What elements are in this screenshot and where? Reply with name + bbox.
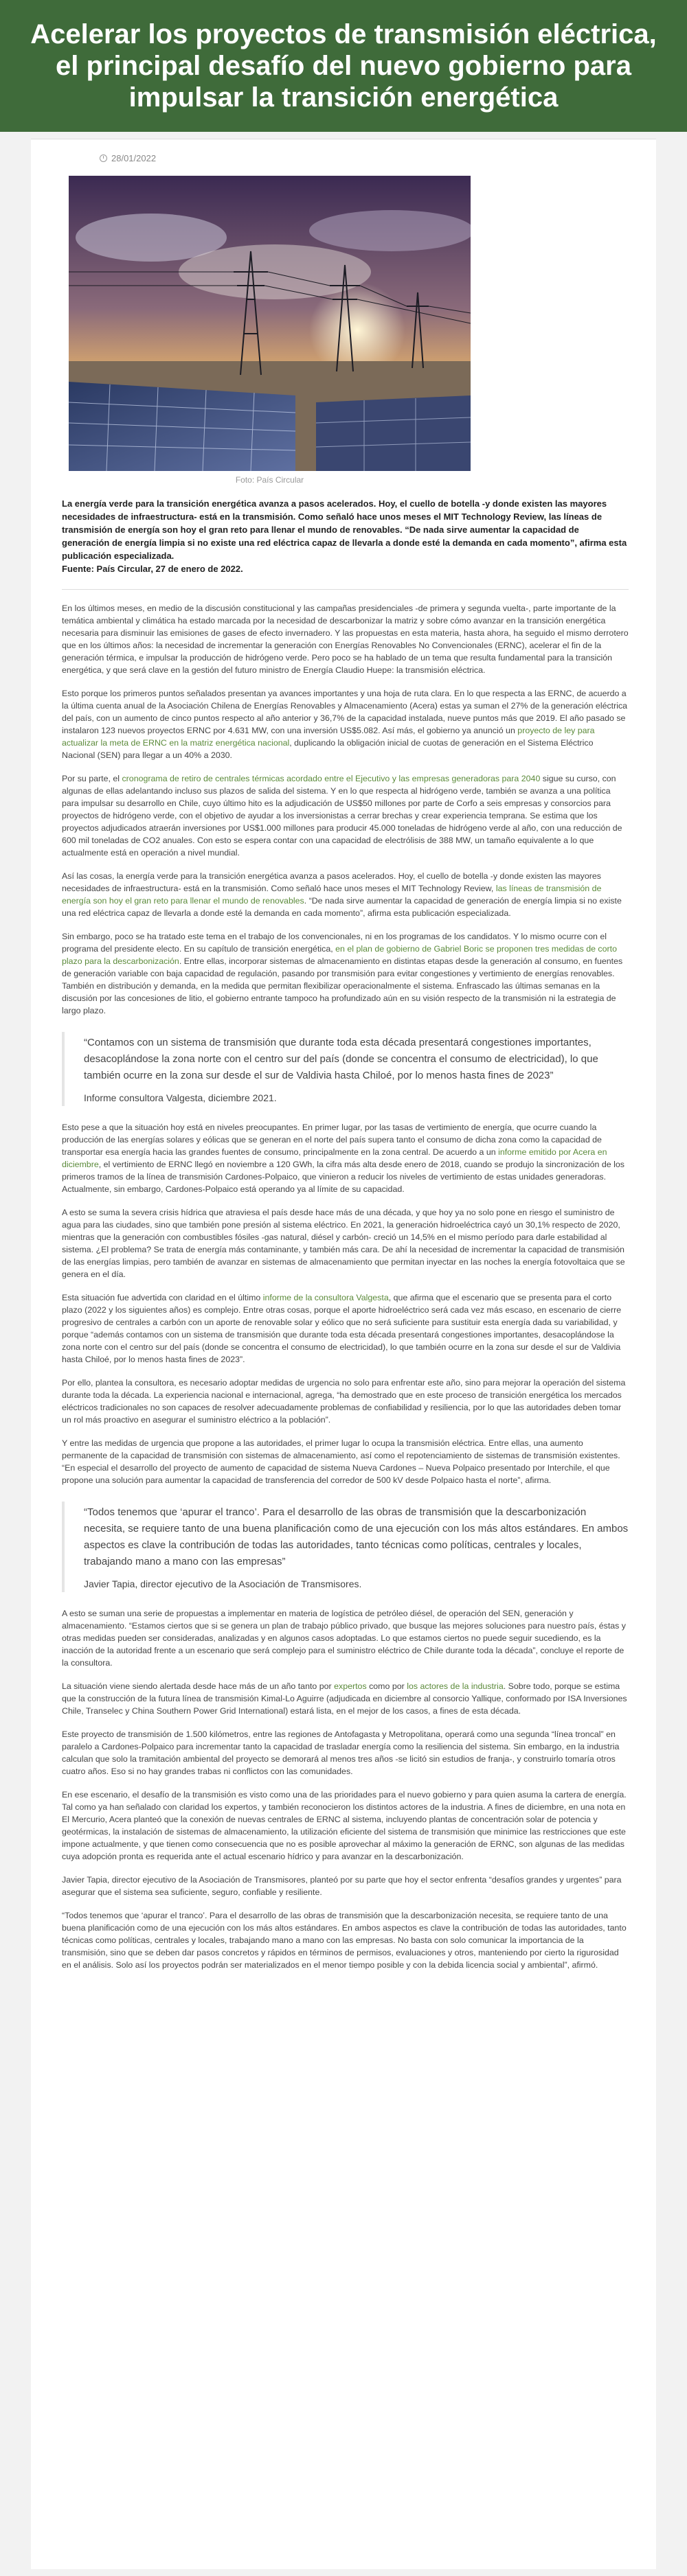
- quote-1-source: Informe consultora Valgesta, diciembre 2021.: [84, 1092, 277, 1103]
- body-paragraph-13: Este proyecto de transmisión de 1.500 kilómetros, entre las regiones de Antofagasta y Metropolitana, operará como una segunda “línea troncal” en paralelo a Cardones-Polpaico para incrementar tanto la capacidad de trasladar energía como la resiliencia del sistema. Sin embargo, en la industria calculan que solo la tramitación ambiental del proyecto se demorará al menos tres años -se licitó sin estudios de franja-, y construirlo tomaría otros cuatro años. Eso si no hay grandes trabas ni conflictos con las comunidades.: [62, 1729, 620, 1776]
- industry-link[interactable]: los actores de la industria: [407, 1681, 504, 1691]
- body-paragraph-7: A esto se suma la severa crisis hídrica que atraviesa el país desde hace más de una década, y que hoy ya no solo pone en riesgo el suministro de agua para las ciudades, sino que también pone presión al sistema eléctrico. En 2021, la generación hidroeléctrica cayó un 30,1% respecto de 2020, mientras que la generación con combustibles fósiles -gas natural, diésel y carbón- creció un 14,5% en el mismo período para darle estabilidad al sistema. ¿El problema? Se trata de energía más contaminante, y también más cara. De ahí la necesidad de incrementar la capacidad de transmisión de las energías limpias, pero también de avanzar en sistemas de almacenamiento que permitan inyectar en las noches la energía fotovoltaica que se genera en el día.: [62, 1208, 625, 1279]
- p8-end: , que afirma que el escenario que se presenta para el corto plazo (2022 y los siguientes años) es complejo. Entre otras cosas, porque el aporte hidroeléctrico será cada vez más escaso, en escenario de cierre progresivo de centrales a carbón con un aporte de renovable solar y eólico que no será suficiente para sustituir esta energía dada su variabilidad, y porque “además contamos con un sistema de transmisión que durante toda esta década presentará congestiones importantes, desacoplándose la zona norte con el centro sur del país (donde se concentra el consumo de electricidad), lo que también ocurre en la zona sur desde el sur de Valdivia hasta Chiloé, por lo menos hasta fines de 2023”.: [62, 1293, 622, 1364]
- body-paragraph-8: [62, 1291, 629, 1366]
- body-paragraph-12: [62, 1680, 629, 1717]
- solar-transmission-photo: [69, 176, 471, 471]
- pull-quote-2: [62, 1502, 629, 1592]
- experts-link[interactable]: expertos: [334, 1681, 367, 1691]
- p4-end: . “De nada sirve aumentar la capacidad de generación de energía limpia si no existe una red eléctrica capaz de llevarla a donde esté la demanda en cada momento”, afirma esta publicación especializada.: [62, 896, 622, 918]
- quote-2-source: Javier Tapia, director ejecutivo de la Asociación de Transmisores.: [84, 1578, 362, 1589]
- p5-start: Sin embargo, poco se ha tratado este tema en el trabajo de los convencionales, ni en los programas de los candidatos. Y lo mismo ocurre con el programa del presidente electo. En su capítulo de transición energética,: [62, 932, 607, 954]
- p12-mid: como por: [369, 1681, 405, 1691]
- page-wrap: [0, 132, 687, 2569]
- body-paragraph-2: [62, 687, 629, 761]
- body-paragraph-14: En ese escenario, el desafío de la transmisión es visto como una de las prioridades para el nuevo gobierno y para quien asuma la cartera de energía. Tal como ya han señalado con claridad los expertos, y también reconocieron los distintos actores de la industria. A fines de diciembre, en una nota en El Mercurio, Acera planteó que la conexión de nuevas centrales de ERNC al sistema, incluyendo plantas de concentración solar de potencia y geotérmicas, la instalación de sistemas de almacenamiento, la utilización eficiente del sistema de transmisión que minimice las restricciones que este impone actualmente, y que tienen como consecuencia que no es posible aprovechar al máximo la generación de ERNC, son algunas de las medidas cuya adopción pronta es requerida ante el actual escenario hídrico y para avanzar en la descarbonización.: [62, 1790, 627, 1861]
- p3-start: Por su parte, el: [62, 774, 120, 783]
- body-paragraph-11: A esto se suman una serie de propuestas a implementar en materia de logística de petróleo diésel, de operación del SEN, generación y almacenamiento. “Estamos ciertos que si se genera un plan de trabajo público privado, que busque las mejores soluciones para nuestro país, éstas y otras medidas pueden ser consideradas, analizadas y en algunos casos adoptadas. Lo que estamos ciertos no puede seguir sucediendo, es la inacción de la autoridad frente a un escenario que será complejo para el suministro eléctrico de Chile durante toda la década”, concluye el reporte de la consultora.: [62, 1609, 627, 1668]
- p2-text: Esto porque los primeros puntos señalados presentan ya avances importantes y una hoja de ruta clara. En lo que respecta a las ERNC, de acuerdo a la última cuenta anual de la Asociación Chilena de Energías Renovables y Almacenamiento (Acera) estas ya suman el 27% de la generación eléctrica del país, con un aumento de cinco puntos respecto al año anterior y 36,7% de la capacidad instalada, nueve puntos más que 2019. El año pasado se instalaron 123 nuevos proyectos ERNC por 4.631 MW, con una inversión US$5.082. Así más, el gobierno ya anunció un: [62, 689, 628, 735]
- article-title: Acelerar los proyectos de transmisión eléctrica, el principal desafío del nuevo gobierno para impulsar la transición energética: [30, 19, 657, 113]
- ernc-law-link[interactable]: proyecto de ley para actualizar la meta de ERNC en la matriz energética nacional: [62, 726, 595, 748]
- quote-2-text: “Todos tenemos que ‘apurar el tranco’. Para el desarrollo de las obras de transmisión que la descarbonización necesita, se requiere tanto de una buena planificación como de una ejecución con los más altos estándares. En ambos aspectos es clave la contribución de todas las autoridades, tanto técnicas como políticas, centrales y locales, trabajando mano a mano con las empresas”: [84, 1506, 629, 1567]
- body-paragraph-15: Javier Tapia, director ejecutivo de la Asociación de Transmisores, planteó por su parte que hoy el sector enfrenta “desafíos grandes y urgentes” para asegurar que el sistema sea suficiente, seguro, confiable y resiliente.: [62, 1875, 622, 1897]
- p5-end: . Entre ellas, incorporar sistemas de almacenamiento en distintas etapas desde la generación al consumo, en fuentes de generación variable con baja capacidad de regulación, pasando por transmisión para evitar congestiones y vertimiento de energías renovables. También en distribución y demanda, en la medida que permitan flexibilizar operacionalmente el sistema. Enfrascado las últimas semanas en la discusión por las concesiones de litio, el gobierno entrante tampoco ha profundizado aún en su visión respecto de la transmisión ni la estrategia de largo plazo.: [62, 956, 623, 1015]
- photo-caption: Foto: País Circular: [235, 475, 304, 485]
- p2-end: , duplicando la obligación inicial de cuotas de generación en el Sistema Eléctrico Nacional (SEN) para llegar a un 40% a 2030.: [62, 738, 594, 760]
- article-header: [0, 0, 687, 132]
- body-paragraph-10: Y entre las medidas de urgencia que propone a las autoridades, el primer lugar lo ocupa la transmisión eléctrica. Entre ellas, una aumento permanente de la capacidad de transmisión con sistemas de almacenamiento, así como el repotenciamiento de sistemas de transmisión existentes. “En especial el desarrollo del proyecto de aumento de capacidad de sistema Nueva Cardones – Nueva Polpaico presentado por Interchile, el que propone una solución para aumentar la capacidad de transferencia del corredor de 500 kV desde Polpaico hasta el norte”, afirma.: [62, 1438, 620, 1485]
- p12-start: La situación viene siendo alertada desde hace más de un año tanto por: [62, 1681, 332, 1691]
- body-paragraph-6: [62, 1121, 629, 1195]
- body-paragraph-9: Por ello, plantea la consultora, es necesario adoptar medidas de urgencia no solo para enfrentar este año, sino para mejorar la operación del sistema durante toda la década. La experiencia nacional e internacional, agrega, “ha demostrado que en este proceso de transición energética los mercados eléctricos tradicionales no son capaces de resolver adecuadamente problemas de confiabilidad y resiliencia, por lo que las autoridades deben tomar un rol más proactivo en asegurar el suministro eléctrico a la población”.: [62, 1378, 626, 1425]
- boric-plan-link[interactable]: en el plan de gobierno de Gabriel Boric se proponen tres medidas de corto plazo para la descarbonización: [62, 944, 617, 966]
- quote-1-text: “Contamos con un sistema de transmisión que durante toda esta década presentará congestiones importantes, desacoplándose la zona norte con el centro sur del país (donde se concentra el consumo de electricidad), lo que también ocurre en la zona sur desde el sur de Valdivia hasta Chiloé, por lo menos hasta fines de 2023”: [84, 1037, 598, 1081]
- lead-paragraph: [62, 497, 629, 575]
- body-paragraph-1: En los últimos meses, en medio de la discusión constitucional y las campañas presidenciales -de primera y segunda vuelta-, parte importante de la temática ambiental y climática ha estado marcada por la necesidad de descarbonizar la matriz y sobre cómo avanzar en la transición energética necesaria para disminuir las emisiones de gases de efecto invernadero. Y las propuestas en esta materia, hasta ahora, ha seguido el mismo derrotero que en los últimos años: la necesidad de incrementar la generación con Energías Renovables No Convencionales (ERNC), acelerar el fin de la generación térmica, e impulsar la producción de hidrógeno verde. Pero poco se ha hablado de un tema que resulta fundamental para la transición energética, y que será clave en la gestión del futuro ministro de Energía Claudio Huepe: la transmisión eléctrica.: [62, 603, 629, 675]
- thermal-retirement-link[interactable]: cronograma de retiro de centrales térmicas acordado entre el Ejecutivo y las empresas generadoras para 2040: [122, 774, 541, 783]
- p8-start: Esta situación fue advertida con claridad en el último: [62, 1293, 261, 1302]
- body-paragraph-3: [62, 772, 629, 859]
- p3-end: sigue su curso, con algunas de ellas adelantando incluso sus plazos de salida del sistema. Y en lo que respecta al hidrógeno verde, también se avanza a una política para impulsar su desarrollo en Chile, cuyo último hito es la adjudicación de US$50 millones por parte de Corfo a seis empresas y consorcios para proyectos de hidrógeno verde, con el objetivo de ayudar a los inversionistas a cerrar brechas y crear experiencia temprana. Se estima que los proyectos adjudicados atraerán inversiones por US$1.000 millones para producir 45.000 toneladas de hidrógeno verde al año, con una reducción de 600 mil toneladas de CO2 anuales. Con esto se espera contar con una capacidad de electrólisis de 388 MW, un tamaño equivalente a lo que actualmente está en operación a nivel mundial.: [62, 774, 622, 858]
- p4-start: Así las cosas, la energía verde para la transición energética avanza a pasos acelerados. Hoy, el cuello de botella -y donde existen las mayores necesidades de infraestructura- está en la transmisión. Como señaló hace unos meses el MIT Technology Review,: [62, 871, 601, 893]
- p6-start: Esto pese a que la situación hoy está en niveles preocupantes. En primer lugar, por las tasas de vertimiento de energía, que ocurre cuando la producción de las energías solares y eólicas que se generan en el norte del país supera tanto el consumo de dicha zona como la capacidad de transportar esa energía hacia las grandes fuentes de consumo, principalmente en la zona central. De acuerdo a un: [62, 1123, 602, 1157]
- acera-report-link[interactable]: informe emitido por Acera en diciembre: [62, 1147, 607, 1169]
- body-paragraph-5: [62, 930, 629, 1017]
- lead-source: Fuente: País Circular, 27 de enero de 2022.: [62, 564, 243, 574]
- article-card: [31, 139, 656, 2569]
- divider: [62, 589, 629, 590]
- pull-quote-1: [62, 1032, 629, 1106]
- p6-end: , el vertimiento de ERNC llegó en noviembre a 120 GWh, la cifra más alta desde enero de 2018, cuando se produjo la sincronización de los primeros tramos de la línea de transmisión Cardones-Polpaico, que vinieron a reducir los niveles de vertimiento de estas unidades generadoras. Actualmente, sin embargo, Cardones-Polpaico está operando ya al límite de su capacidad.: [62, 1160, 624, 1194]
- lead-text: La energía verde para la transición energética avanza a pasos acelerados. Hoy, el cuello de botella -y donde existen las mayores necesidades de infraestructura- está en la transmisión. Como señaló hace unos meses el MIT Technology Review, las líneas de transmisión de energía son hoy el gran reto para llenar el mundo de renovables. “De nada sirve aumentar la capacidad de generación de energía limpia si no existe una red eléctrica capaz de llevarla a donde esté la demanda en cada momento”, afirma esta publicación especializada.: [62, 498, 627, 561]
- p12-end: . Sobre todo, porque se estima que la construcción de la futura línea de transmisión Kimal-Lo Aguirre (adjudicada en diciembre al consorcio Yallique, conformado por ISA Inversiones Chile, Transelec y China Southern Power Grid International) estará lista, en el mejor de los casos, a fines de esta década.: [62, 1681, 627, 1716]
- body-paragraph-4: [62, 870, 629, 919]
- body-paragraph-16: “Todos tenemos que ‘apurar el tranco’. Para el desarrollo de las obras de transmisión que la descarbonización necesita, se requiere tanto de una buena planificación como de una ejecución con los más altos estándares. En ambos aspectos es clave la contribución de todas las autoridades, tanto técnicas como políticas, centrales y locales, trabajando mano a mano con las empresas. No basta con solo comunicar la importancia de la transmisión, sino que se deben dar pasos concretos y rápidos en términos de permisos, evaluaciones y otros, manteniendo por cierto la rigurosidad en el análisis. Solo así los proyectos podrán ser materializados en el menor tiempo posible y con la debida licencia social y ambiental”, afirmó.: [62, 1911, 627, 1970]
- article-date: 28/01/2022: [111, 153, 157, 163]
- clock-icon: [100, 154, 107, 162]
- valgesta-report-link[interactable]: informe de la consultora Valgesta: [262, 1293, 389, 1302]
- mit-link[interactable]: las líneas de transmisión de energía son hoy el gran reto para llenar el mundo de renovables: [62, 884, 602, 906]
- article-figure: [69, 176, 471, 485]
- date-row: [100, 153, 629, 163]
